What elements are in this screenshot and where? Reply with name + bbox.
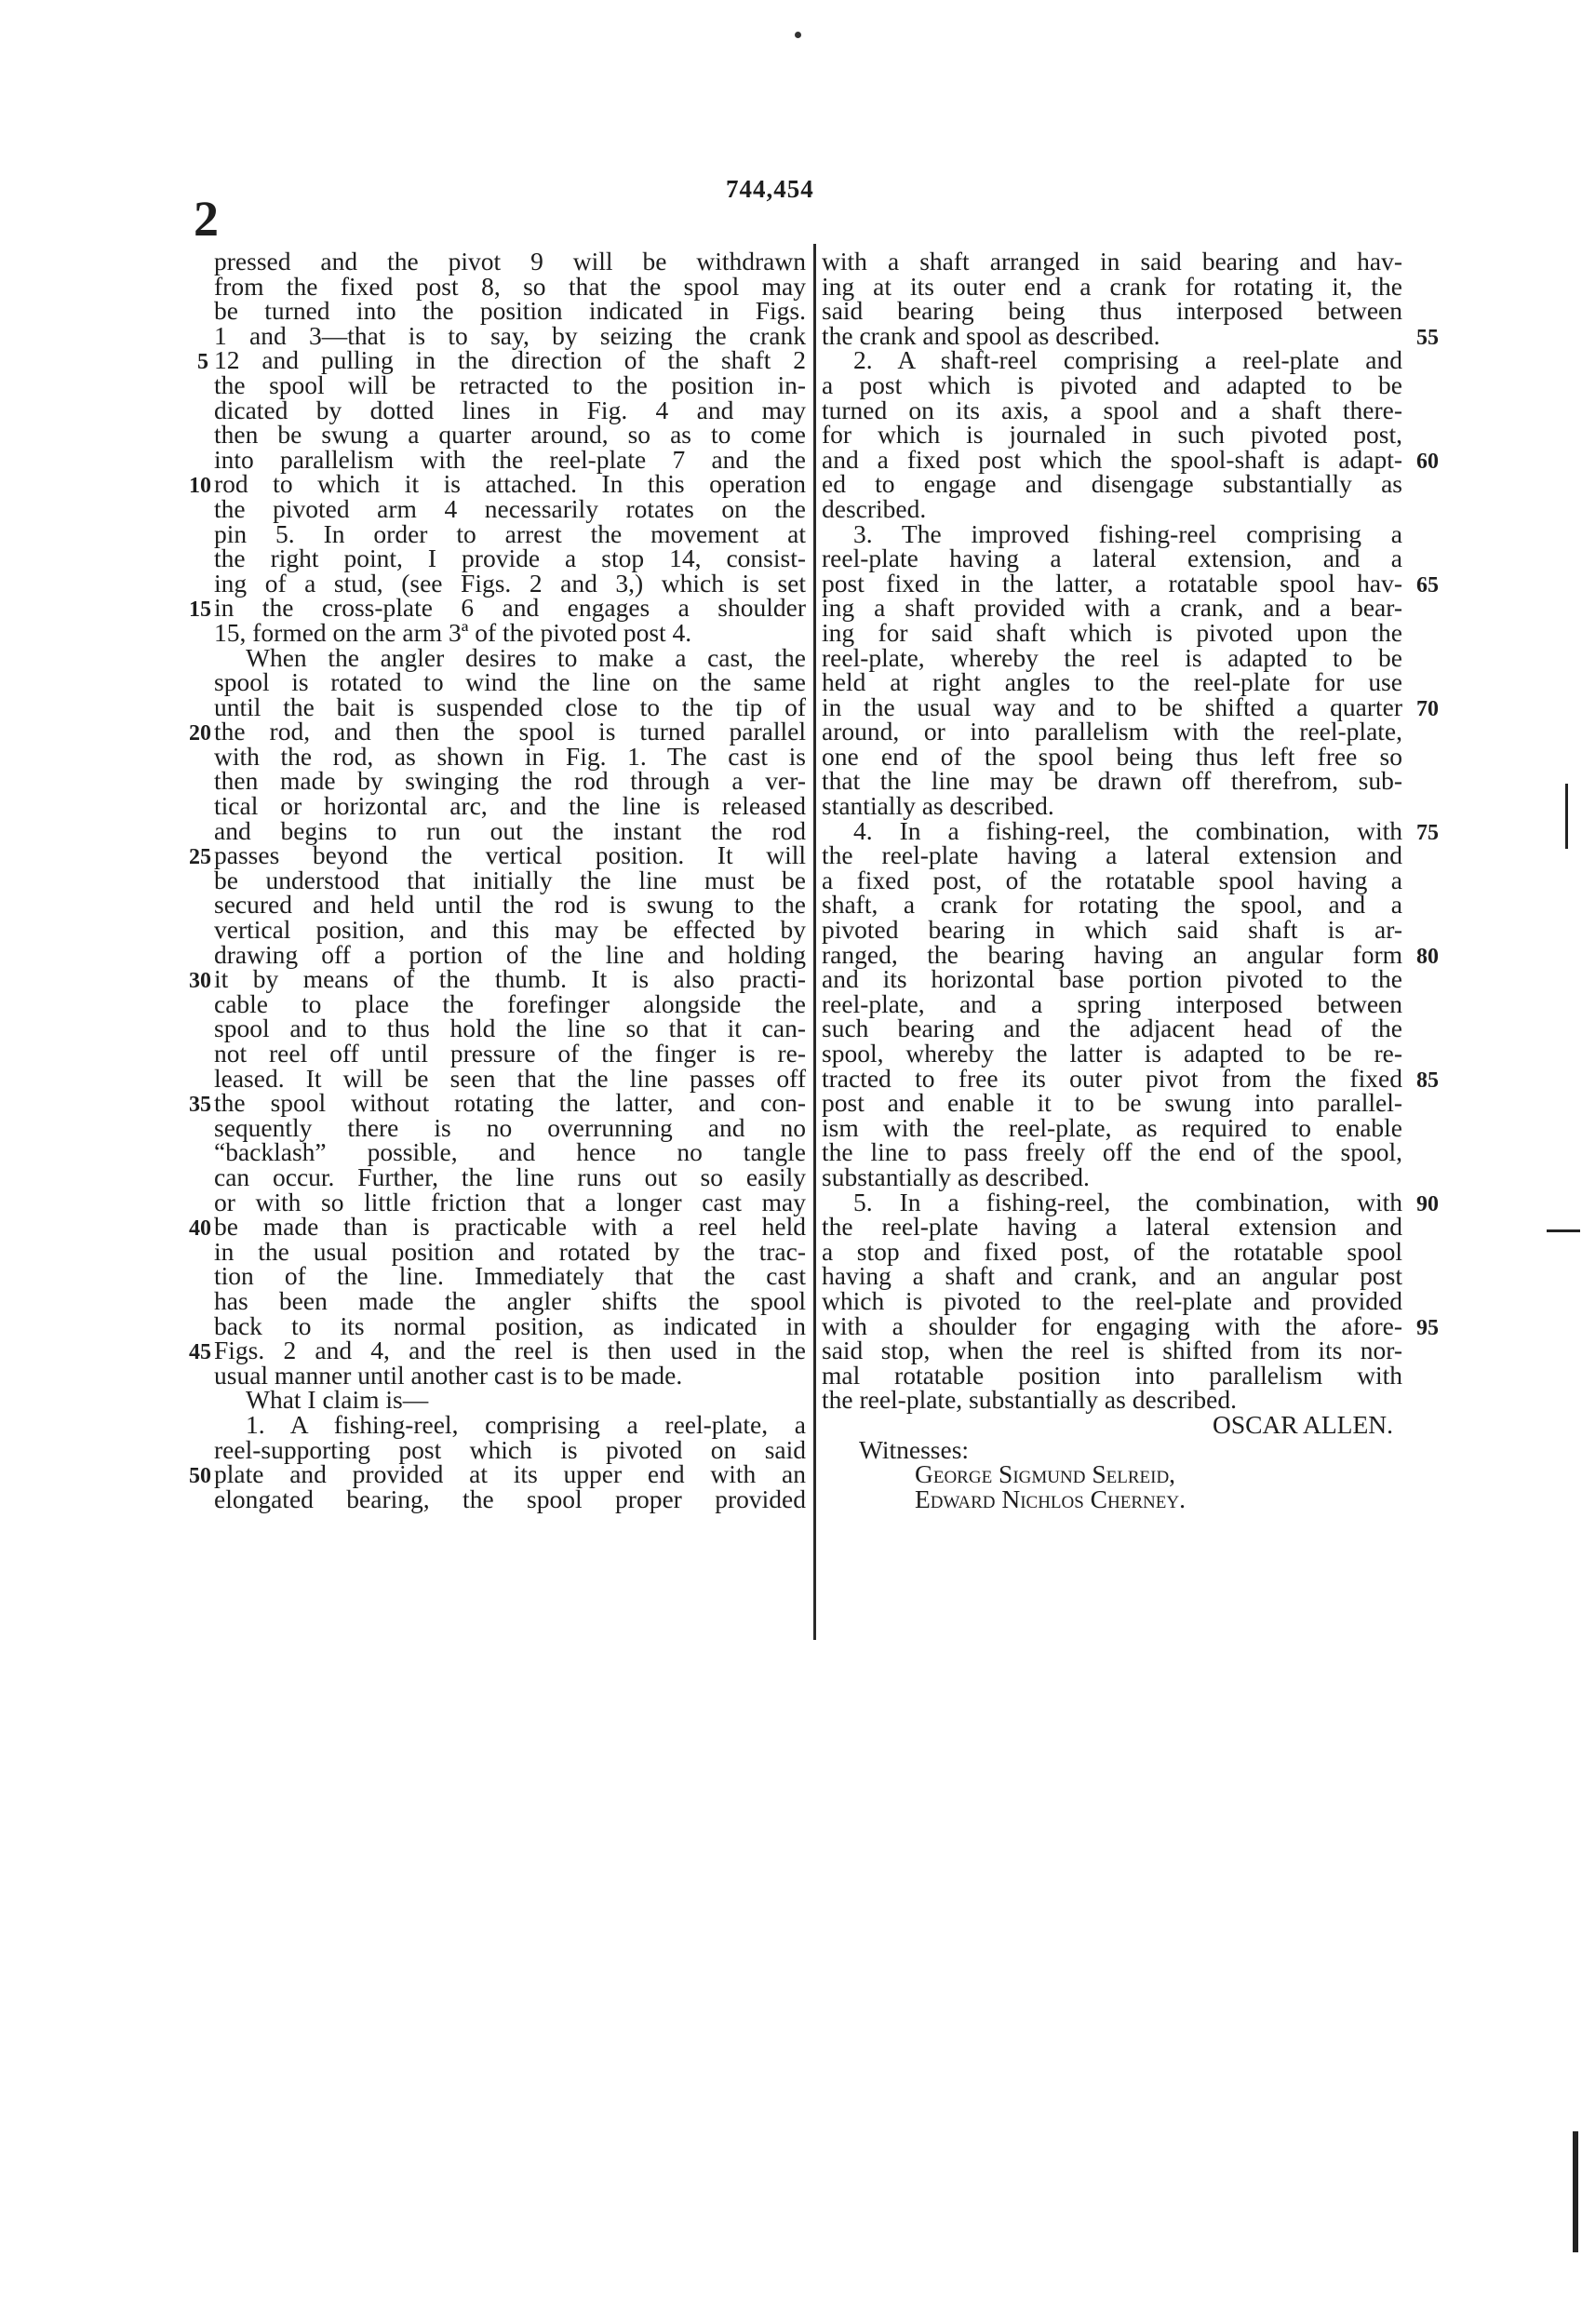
text-line: a fixed post, of the rotatable spool having a: [822, 865, 1402, 894]
line-number: 75: [1416, 820, 1439, 845]
line-number: 50: [189, 1464, 211, 1489]
text-line: until the bait is suspended close to the tip of: [214, 692, 806, 721]
text-line: reel-plate, whereby the reel is adapted to be: [822, 642, 1402, 672]
text-line: it by means of the thumb. It is also practi-: [214, 964, 806, 994]
text-line: “backlash” possible, and hence no tangle: [214, 1137, 806, 1167]
text-line: into parallelism with the reel-plate 7 and the: [214, 444, 806, 474]
text-line: 1 and 3—that is to say, by seizing the crank: [214, 320, 806, 350]
text-line: the reel-plate, substantially as described.: [822, 1385, 1237, 1415]
text-line: 3. The improved fishing-reel comprising a: [853, 518, 1402, 548]
text-line: 5. In a fishing-reel, the combination, with: [853, 1187, 1402, 1216]
text-line: spool and to thus hold the line so that it can-: [214, 1014, 806, 1043]
scan-edge-mark: [1547, 1229, 1580, 1232]
text-line: plate and provided at its upper end with an: [214, 1459, 806, 1489]
text-line: George Sigmund Selreid,: [915, 1459, 1176, 1489]
line-number: 35: [189, 1093, 211, 1118]
text-line: the reel-plate having a lateral extension and: [822, 1212, 1402, 1242]
text-line: the rod, and then the spool is turned parallel: [214, 717, 806, 746]
text-line: Witnesses:: [859, 1434, 970, 1464]
text-line: ing for said shaft which is pivoted upon the: [822, 617, 1402, 647]
text-line: be turned into the position indicated in Figs.: [214, 296, 806, 326]
text-line: stantially as described.: [822, 791, 1054, 821]
text-line: spool, whereby the latter is adapted to be re-: [822, 1039, 1402, 1068]
text-line: which is pivoted to the reel-plate and provided: [822, 1285, 1402, 1315]
line-number: 45: [189, 1340, 211, 1365]
text-line: tracted to free its outer pivot from the fixed: [822, 1063, 1402, 1093]
text-line: Edward Nichlos Cherney.: [915, 1484, 1186, 1513]
line-number: 20: [189, 721, 211, 746]
line-number: 5: [197, 350, 208, 375]
text-line: What I claim is—: [246, 1385, 429, 1415]
text-line: cable to place the forefinger alongside the: [214, 988, 806, 1018]
text-line: Figs. 2 and 4, and the reel is then used in the: [214, 1336, 806, 1365]
text-line: 2. A shaft-reel comprising a reel-plate and: [853, 345, 1402, 375]
line-number: 40: [189, 1216, 211, 1242]
text-line: from the fixed post 8, so that the spool may: [214, 271, 806, 301]
text-line: When the angler desires to make a cast, the: [246, 642, 806, 672]
text-line: with a shaft arranged in said bearing and hav-: [822, 247, 1402, 275]
text-line: a post which is pivoted and adapted to be: [822, 369, 1402, 399]
text-line: turned on its axis, a spool and a shaft there-: [822, 395, 1402, 424]
text-line: such bearing and the adjacent head of the: [822, 1014, 1402, 1043]
text-line: pin 5. In order to arrest the movement at: [214, 518, 806, 548]
text-line: back to its normal position, as indicated in: [214, 1310, 806, 1340]
text-line: pressed and the pivot 9 will be withdrawn: [214, 247, 806, 275]
line-number: 85: [1416, 1068, 1439, 1093]
line-number: 10: [189, 474, 211, 499]
text-line: said stop, when the reel is shifted from its nor-: [822, 1336, 1402, 1365]
text-line: then made by swinging the rod through a ver-: [214, 766, 806, 796]
text-line: can occur. Further, the line runs out so easily: [214, 1162, 806, 1191]
text-line: in the usual position and rotated by the trac-: [214, 1236, 806, 1266]
text-line: pivoted bearing in which said shaft is ar-: [822, 915, 1402, 945]
patent-number: 744,454: [726, 175, 814, 203]
scan-edge-mark: [1565, 784, 1568, 849]
text-line: the spool without rotating the latter, and con-: [214, 1088, 806, 1118]
text-line: reel-plate, and a spring interposed between: [822, 988, 1402, 1018]
text-line: tical or horizontal arc, and the line is released: [214, 791, 806, 821]
text-line: around, or into parallelism with the reel-plate,: [822, 717, 1402, 746]
text-line: ing a shaft provided with a crank, and a bear-: [822, 593, 1402, 623]
text-line: one end of the spool being thus left free so: [822, 741, 1402, 771]
text-line: with the rod, as shown in Fig. 1. The cast is: [214, 741, 806, 771]
text-line: sequently there is no overrunning and no: [214, 1112, 806, 1142]
text-line: shaft, a crank for rotating the spool, and a: [822, 890, 1402, 920]
text-line: the pivoted arm 4 necessarily rotates on the: [214, 493, 806, 523]
text-line: ed to engage and disengage substantially as: [822, 469, 1402, 499]
line-number: 25: [189, 845, 211, 870]
line-number: 95: [1416, 1315, 1439, 1340]
text-line: the line to pass freely off the end of the spool,: [822, 1137, 1402, 1167]
line-number: 30: [189, 969, 211, 994]
line-number: 70: [1416, 696, 1439, 721]
left-text-column: [214, 249, 806, 1511]
text-line: rod to which it is attached. In this operation: [214, 469, 806, 499]
scan-edge-mark: [1573, 2131, 1578, 2252]
text-line: 15, formed on the arm 3ª of the pivoted post 4.: [214, 617, 692, 647]
text-line: then be swung a quarter around, so as to come: [214, 420, 806, 450]
text-line: with a shoulder for engaging with the afore-: [822, 1310, 1402, 1340]
text-line: and begins to run out the instant the rod: [214, 815, 806, 845]
text-line: be made than is practicable with a reel held: [214, 1212, 806, 1242]
text-line: described.: [822, 493, 927, 523]
text-line: the reel-plate having a lateral extension and: [822, 840, 1402, 870]
line-number: 60: [1416, 449, 1439, 474]
text-line: vertical position, and this may be effected by: [214, 915, 806, 945]
line-number: 55: [1416, 325, 1439, 350]
text-line: 1. A fishing-reel, comprising a reel-plate, a: [246, 1409, 806, 1439]
text-line: post and enable it to be swung into parallel-: [822, 1088, 1402, 1118]
text-line: ranged, the bearing having an angular form: [822, 939, 1402, 969]
text-line: said bearing being thus interposed between: [822, 296, 1402, 326]
text-line: and a fixed post which the spool-shaft is adapt-: [822, 444, 1402, 474]
text-line: spool is rotated to wind the line on the same: [214, 667, 806, 697]
line-number: 65: [1416, 572, 1439, 598]
column-divider: [813, 244, 816, 1640]
text-line: secured and held until the rod is swung to the: [214, 890, 806, 920]
text-line: tion of the line. Immediately that the cast: [214, 1261, 806, 1291]
text-line: ing of a stud, (see Figs. 2 and 3,) which is set: [214, 568, 806, 598]
text-line: be understood that initially the line must be: [214, 865, 806, 894]
right-text-column: [822, 249, 1402, 1511]
text-line: post fixed in the latter, a rotatable spool hav-: [822, 568, 1402, 598]
text-line: for which is journaled in such pivoted post,: [822, 420, 1402, 450]
text-line: the right point, I provide a stop 14, consist-: [214, 544, 806, 573]
text-line: not reel off until pressure of the finger is re-: [214, 1039, 806, 1068]
text-line: OSCAR ALLEN.: [1212, 1409, 1393, 1439]
text-line: dicated by dotted lines in Fig. 4 and may: [214, 395, 806, 424]
text-line: having a shaft and crank, and an angular post: [822, 1261, 1402, 1291]
text-line: ism with the reel-plate, as required to enable: [822, 1112, 1402, 1142]
text-line: 12 and pulling in the direction of the shaft 2: [214, 345, 806, 375]
text-line: usual manner until another cast is to be made.: [214, 1360, 683, 1390]
print-speck: [795, 32, 801, 38]
text-line: or with so little friction that a longer cast may: [214, 1187, 806, 1216]
text-line: in the usual way and to be shifted a quarter: [822, 692, 1402, 721]
line-number: 80: [1416, 944, 1439, 969]
text-line: in the cross-plate 6 and engages a shoulder: [214, 593, 806, 623]
text-line: elongated bearing, the spool proper provided: [214, 1484, 806, 1513]
text-line: and its horizontal base portion pivoted to the: [822, 964, 1402, 994]
text-line: a stop and fixed post, of the rotatable spool: [822, 1236, 1402, 1266]
line-number: 90: [1416, 1191, 1439, 1216]
text-line: mal rotatable position into parallelism with: [822, 1360, 1402, 1390]
text-line: reel-plate having a lateral extension, and a: [822, 544, 1402, 573]
text-line: held at right angles to the reel-plate for use: [822, 667, 1402, 697]
text-line: passes beyond the vertical position. It will: [214, 840, 806, 870]
page-number: 2: [194, 191, 219, 247]
text-line: the spool will be retracted to the position in-: [214, 369, 806, 399]
text-line: reel-supporting post which is pivoted on said: [214, 1434, 806, 1464]
line-number: 15: [189, 598, 211, 623]
text-line: substantially as described.: [822, 1162, 1090, 1191]
text-line: that the line may be drawn off therefrom, sub-: [822, 766, 1402, 796]
text-line: has been made the angler shifts the spool: [214, 1285, 806, 1315]
text-line: ing at its outer end a crank for rotating it, the: [822, 271, 1402, 301]
text-line: the crank and spool as described.: [822, 320, 1160, 350]
text-line: 4. In a fishing-reel, the combination, with: [853, 815, 1402, 845]
text-line: drawing off a portion of the line and holding: [214, 939, 806, 969]
text-line: leased. It will be seen that the line passes off: [214, 1063, 806, 1093]
